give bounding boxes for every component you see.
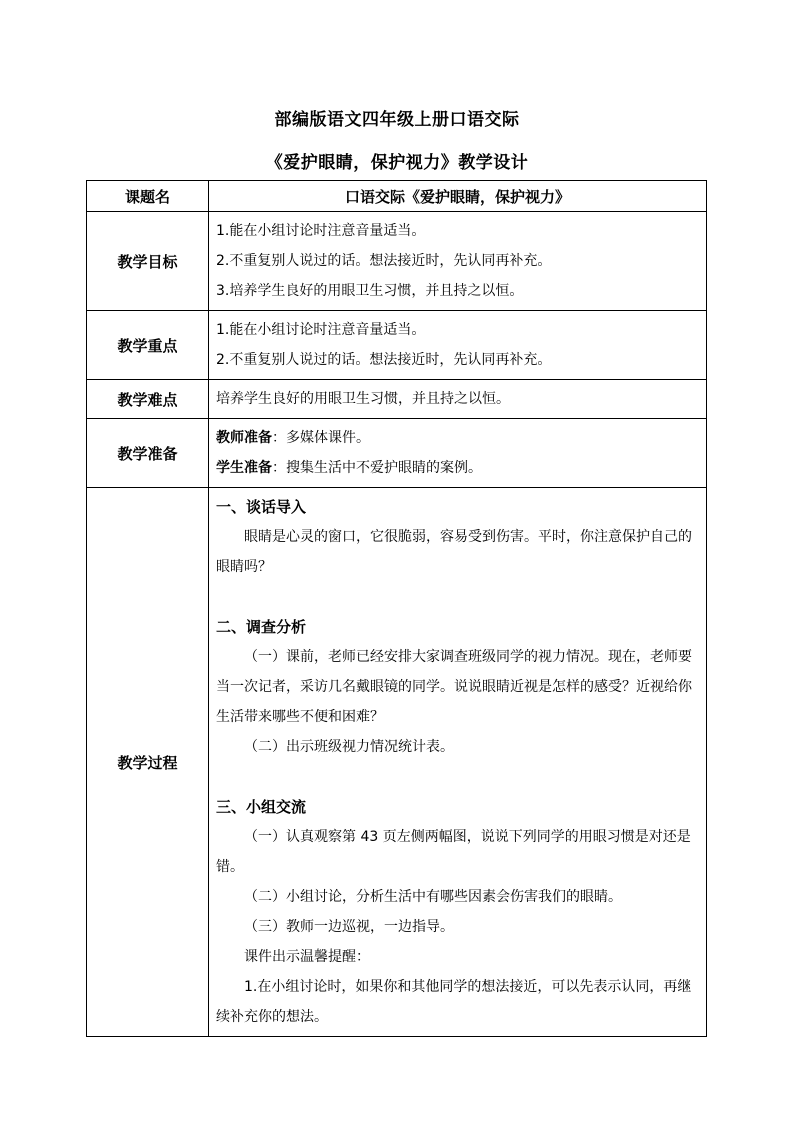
table-row-prep	[87, 419, 707, 488]
paragraph: （二）出示班级视力情况统计表。	[244, 739, 454, 755]
paragraph: （一）课前，老师已经安排大家调查班级同学的视力情况。现在，老师要当一次记者，采访几名戴眼镜的同学。说说眼睛近视是怎样的感受？近视给你生活带来哪些不便和困难？	[216, 649, 692, 725]
spacer	[216, 582, 700, 612]
paragraph: （三）教师一边巡视，一边指导。	[244, 919, 454, 935]
goal-item: 2.不重复别人说过的话。想法接近时，先认同再补充。	[216, 253, 552, 269]
focus-content	[209, 311, 707, 380]
table-row-focus	[87, 311, 707, 380]
teacher-prep	[216, 423, 700, 453]
section-title: 一、谈话导入	[216, 498, 307, 516]
paragraph: 1.在小组讨论时，如果你和其他同学的想法接近，可以先表示认同，再继续补充你的想法。	[216, 979, 692, 1025]
process-content	[209, 488, 707, 1037]
table-row-topic	[87, 181, 707, 212]
goals-label: 教学目标	[87, 212, 209, 311]
difficulty-content	[209, 380, 707, 419]
goal-item: 3.培养学生良好的用眼卫生习惯，并且持之以恒。	[216, 283, 524, 299]
focus-item: 1.能在小组讨论时注意音量适当。	[216, 322, 426, 338]
lesson-plan-table	[86, 180, 707, 1037]
goals-content	[209, 212, 707, 311]
paragraph: （二）小组讨论，分析生活中有哪些因素会伤害我们的眼睛。	[244, 889, 622, 905]
table-row-difficulty	[87, 380, 707, 419]
table-row-goals	[87, 212, 707, 311]
spacer	[216, 762, 700, 792]
focus-item: 2.不重复别人说过的话。想法接近时，先认同再补充。	[216, 352, 552, 368]
difficulty-label: 教学难点	[87, 380, 209, 419]
topic-value: 口语交际《爱护眼睛，保护视力》	[209, 181, 707, 212]
section-title: 二、调查分析	[216, 618, 307, 636]
document-title-line2: 《爱护眼睛，保护视力》教学设计	[265, 153, 529, 173]
goal-item: 1.能在小组讨论时注意音量适当。	[216, 223, 426, 239]
paragraph: 眼睛是心灵的窗口，它很脆弱，容易受到伤害。平时，你注意保护自己的眼睛吗？	[216, 529, 692, 575]
difficulty-text: 培养学生良好的用眼卫生习惯，并且持之以恒。	[216, 391, 510, 407]
teacher-prep-value: ：多媒体课件。	[272, 430, 370, 446]
teacher-prep-key: 教师准备	[216, 430, 272, 446]
table-row-process	[87, 488, 707, 1037]
prep-content	[209, 419, 707, 488]
document-title-line1: 部编版语文四年级上册口语交际	[274, 110, 520, 130]
student-prep-value: ：搜集生活中不爱护眼睛的案例。	[272, 460, 482, 476]
prep-label: 教学准备	[87, 419, 209, 488]
student-prep-key: 学生准备	[216, 460, 272, 476]
student-prep	[216, 453, 700, 483]
paragraph: （一）认真观察第 43 页左侧两幅图，说说下列同学的用眼习惯是对还是错。	[216, 829, 691, 875]
section-title: 三、小组交流	[216, 798, 307, 816]
focus-label: 教学重点	[87, 311, 209, 380]
paragraph: 课件出示温馨提醒：	[244, 949, 370, 965]
process-label: 教学过程	[87, 488, 209, 1037]
topic-label: 课题名	[87, 181, 209, 212]
